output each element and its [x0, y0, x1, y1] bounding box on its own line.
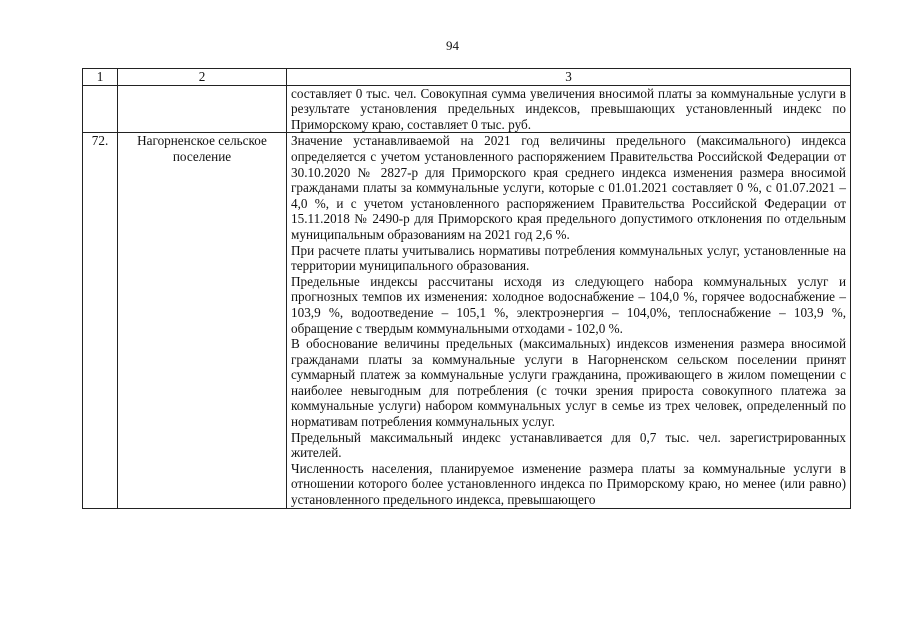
continuation-district-cell: [118, 85, 287, 133]
row-description-cell: [287, 133, 851, 508]
table-row: [83, 133, 851, 508]
row-number: 72.: [83, 133, 118, 508]
table-header-row: [83, 69, 851, 86]
document-table: [82, 68, 851, 509]
continuation-row: [83, 85, 851, 133]
row-district-name: Нагорненское сельское поселение: [118, 133, 287, 508]
header-col-3: 3: [287, 69, 851, 86]
paragraph-justification: В обоснование величины предельных (максимальных) индексов изменения размера вносимой гражданами платы за коммунальные услуги в Нагорненском сельском поселении принят суммарный платеж за коммунальные услуги гражданина, проживающего в жилом помещении с наиболее невыгодным для потребления (с точки зрения прироста совокупного платежа за коммунальные услуги) набором коммунальных услуг в семье из трех человек, определенный по нормативам потребления коммунальных услуг.: [291, 336, 846, 430]
continuation-text: составляет 0 тыс. чел. Совокупная сумма увеличения вносимой платы за коммунальные услуги в результате установления предельных индексов, превышающих установленный индекс по Приморскому краю, составляет 0 тыс. руб.: [287, 85, 851, 133]
header-col-2: 2: [118, 69, 287, 86]
header-col-1: 1: [83, 69, 118, 86]
paragraph-utility-rates: Предельные индексы рассчитаны исходя из следующего набора коммунальных услуг и прогнозных темпов их изменения: холодное водоснабжение – 104,0 %, горячее водоснабжение – 103,9 %, водоотведение – 105,1 %, электроэнергия – 104,0%, теплоснабжение – 103,9 %, обращение с твердым коммунальными отходами - 102,0 %.: [291, 273, 846, 336]
paragraph-population: Предельный максимальный индекс устанавливается для 0,7 тыс. чел. зарегистрированных жителей.: [291, 429, 846, 461]
paragraph-index-basis: Значение устанавливаемой на 2021 год величины предельного (максимального) индекса определяется с учетом установленного распоряжением Правительства Российской Федерации от 30.10.2020 № 2827-р для Приморского края среднего индекса изменения размера вносимой гражданами платы за коммунальные услуги, которые с 01.01.2021 составляет 0 %, с 01.07.2021 – 4,0 %, и с учетом установленного распоряжением Правительства Российской Федерации от 15.11.2018 № 2490-р для Приморского края предельного допустимого отклонения по отдельным муниципальным образованиям на 2021 год 2,6 %.: [291, 133, 846, 242]
paragraph-consumption-norms: При расчете платы учитывались нормативы потребления коммунальных услуг, установленные на территории муниципального образования.: [291, 242, 846, 274]
continuation-number-cell: [83, 85, 118, 133]
paragraph-population-change: Численность населения, планируемое изменение размера платы за коммунальные услуги в отношении которого более установленного индекса по Приморскому краю, но менее (или равно) установленного предельного индекса, превышающего: [291, 460, 846, 508]
page-number: 94: [446, 38, 459, 53]
